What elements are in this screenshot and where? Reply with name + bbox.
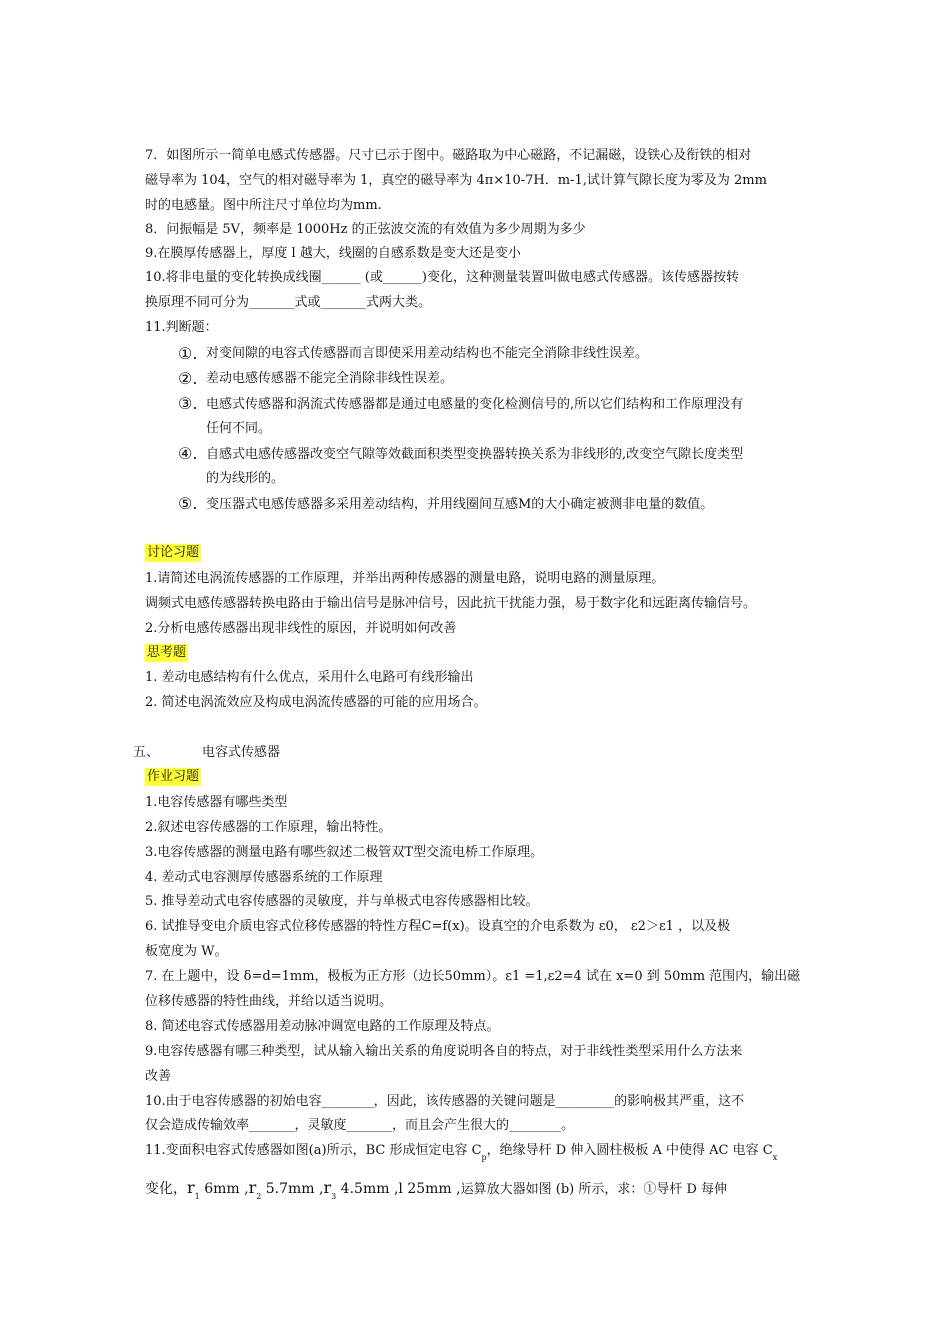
- r1-sub: 1: [194, 1192, 200, 1201]
- q8: 8．问振幅是 5V，频率是 1000Hz 的正弦波交流的有效值为多少周期为多少: [145, 222, 586, 237]
- hw-q3: 3.电容传感器的测量电路有哪些叙述二极管双T型交流电桥工作原理。: [145, 845, 544, 860]
- hw-q7-line2: 位移传感器的特性曲线，并给以适当说明。: [145, 994, 393, 1009]
- r-symbol: r: [323, 1178, 332, 1197]
- q11-text-a: 11.变面积电容式传感器如图(a)所示，BC 形成恒定电容 C: [145, 1143, 482, 1158]
- r-symbol: r: [248, 1178, 257, 1197]
- judge-item-number: ③.: [178, 394, 198, 413]
- q11-tail: 运算放大器如图 (b) 所示，求：①导杆 D 每伸: [460, 1182, 728, 1197]
- q11-change: 变化，: [145, 1181, 187, 1197]
- section-label-discussion: 讨论习题: [147, 545, 200, 560]
- thinking-q1: 1. 差动电感结构有什么优点，采用什么电路可有线形输出: [145, 670, 474, 685]
- hw-q11-line2: [145, 1178, 815, 1201]
- judge-item-number: ④.: [178, 444, 198, 463]
- section-title: 电容式传感器: [202, 745, 281, 760]
- hw-q6-line1: 6. 试推导变电介质电容式位移传感器的特性方程C=f(x)。设真空的介电系数为 ε0， ε2＞ε1 ，以及极: [145, 919, 731, 934]
- r-symbol: r: [187, 1178, 195, 1197]
- q10-line2: 换原理不同可分为_______式或_______式两大类。: [145, 295, 432, 310]
- judge-item-text: 任何不同。: [206, 421, 272, 436]
- hw-q10-line2: 仅会造成传输效率_______，灵敏度_______，而且会产生很大的________。: [145, 1118, 575, 1133]
- r1-value: 6mm ,: [199, 1181, 249, 1197]
- hw-q8: 8. 简述电容式传感器用差动脉冲调宽电路的工作原理及特点。: [145, 1019, 500, 1034]
- hw-q11-line1: [145, 1141, 815, 1162]
- hw-q2: 2.叙述电容传感器的工作原理，输出特性。: [145, 820, 392, 835]
- q11-text-b: ，绝缘导杆 D 伸入圆柱极板 A 中使得 AC 电容 C: [486, 1143, 773, 1158]
- discussion-q1: 1.请简述电涡流传感器的工作原理，并举出两种传感器的测量电路，说明电路的测量原理。: [145, 571, 665, 586]
- judge-item-text: 电感式传感器和涡流式传感器都是通过电感量的变化检测信号的,所以它们结构和工作原理没有: [206, 397, 744, 412]
- q11-title: 11.判断题：: [145, 320, 218, 335]
- q7-line3: 时的电感量。图中所注尺寸单位均为mm.: [145, 198, 382, 213]
- judge-item-text: 差动电感传感器不能完全消除非线性误差。: [206, 371, 454, 386]
- section-label-thinking: 思考题: [147, 645, 187, 660]
- r2-value: 5.7mm ,: [261, 1181, 324, 1197]
- hw-q9-line2: 改善: [145, 1069, 172, 1084]
- hw-q9-line1: 9.电容传感器有哪三种类型，试从输入输出关系的角度说明各自的特点，对于非线性类型采用什么方法来: [145, 1044, 743, 1059]
- hw-q10-line1: 10.由于电容传感器的初始电容________，因此，该传感器的关键问题是_________的影响极其严重，这不: [145, 1094, 745, 1109]
- hw-q6-line2: 板宽度为 W。: [145, 944, 228, 959]
- hw-q4: 4. 差动式电容测厚传感器系统的工作原理: [145, 870, 383, 885]
- judge-item-text: 自感式电感传感器改变空气隙等效截面积类型变换器转换关系为非线形的,改变空气隙长度类型: [206, 447, 744, 462]
- q7-line1: 7．如图所示一简单电感式传感器。尺寸已示于图中。磁路取为中心磁路，不记漏磁，设铁心及衔铁的相对: [145, 148, 752, 163]
- thinking-q2: 2. 简述电涡流效应及构成电涡流传感器的可能的应用场合。: [145, 695, 487, 710]
- r3-sub: 3: [331, 1192, 337, 1201]
- q7-line2: 磁导率为 104，空气的相对磁导率为 1，真空的磁导率为 4π×10-7H．m-1,试计算气隙长度为零及为 2mm: [145, 173, 767, 188]
- q11-sub-x: x: [772, 1153, 778, 1162]
- section-label-homework: 作业习题: [147, 769, 200, 784]
- section-number: 五、: [133, 745, 160, 760]
- judge-item-text: 对变间隙的电容式传感器而言即使采用差动结构也不能完全消除非线性误差。: [206, 346, 649, 361]
- q10-line1: 10.将非电量的变化转换成线圈______ (或______)变化，这种测量装置叫做电感式传感器。该传感器按转: [145, 270, 739, 285]
- judge-item-number: ②.: [178, 369, 198, 388]
- hw-q5: 5. 推导差动式电容传感器的灵敏度，并与单极式电容传感器相比较。: [145, 894, 539, 909]
- judge-item-number: ⑤.: [178, 494, 198, 513]
- q11-sub-p: p: [481, 1153, 487, 1162]
- r3-value: 4.5mm ,: [336, 1181, 399, 1197]
- discussion-note: 调频式电感传感器转换电路由于输出信号是脉冲信号，因此抗干扰能力强，易于数字化和远距离传输信号。: [145, 596, 757, 611]
- discussion-q2: 2.分析电感传感器出现非线性的原因，并说明如何改善: [145, 621, 457, 636]
- hw-q7-line1: 7. 在上题中，设 δ=d=1mm，极板为正方形（边长50mm）。ε1 =1,ε2=4 试在 x=0 到 50mm 范围内，输出磁: [145, 969, 801, 984]
- judge-item-number: ①.: [178, 344, 198, 363]
- length-value: l 25mm ,: [398, 1181, 461, 1197]
- hw-q1: 1.电容传感器有哪些类型: [145, 795, 288, 810]
- judge-item-text: 变压器式电感传感器多采用差动结构，并用线圈间互感M的大小确定被测非电量的数值。: [206, 497, 714, 512]
- q9: 9.在膜厚传感器上，厚度 l 越大，线圈的自感系数是变大还是变小: [145, 246, 521, 261]
- judge-item-text: 的为线形的。: [206, 471, 285, 486]
- r2-sub: 2: [256, 1192, 262, 1201]
